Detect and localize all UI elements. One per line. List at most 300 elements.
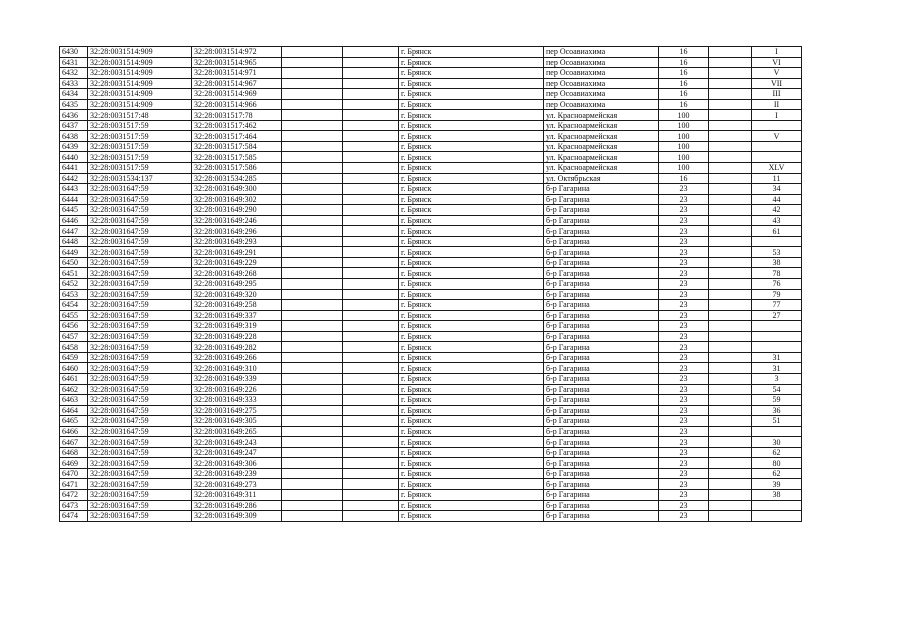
empty-cell xyxy=(282,131,343,142)
table-row xyxy=(60,68,802,79)
house-number-cell: 16 xyxy=(659,78,709,89)
empty-cell xyxy=(343,68,399,79)
parcel-cadastral-number-cell: 32:28:0031647:59 xyxy=(88,363,192,374)
table-row xyxy=(60,437,802,448)
parcel-cadastral-number-cell: 32:28:0031647:59 xyxy=(88,289,192,300)
house-number-cell: 23 xyxy=(659,416,709,427)
object-cadastral-number-cell: 32:28:0031517:78 xyxy=(192,110,282,121)
house-number-cell: 23 xyxy=(659,373,709,384)
house-number-cell: 23 xyxy=(659,395,709,406)
city-cell: г. Брянск xyxy=(399,236,544,247)
street-cell: б-р Гагарина xyxy=(544,342,659,353)
row-number-cell: 6460 xyxy=(60,363,88,374)
apartment-number-cell: 36 xyxy=(752,405,802,416)
row-number-cell: 6442 xyxy=(60,173,88,184)
parcel-cadastral-number-cell: 32:28:0031647:59 xyxy=(88,489,192,500)
object-cadastral-number-cell: 32:28:0031514:969 xyxy=(192,89,282,100)
apartment-number-cell: 80 xyxy=(752,458,802,469)
city-cell: г. Брянск xyxy=(399,141,544,152)
empty-cell xyxy=(282,321,343,332)
city-cell: г. Брянск xyxy=(399,331,544,342)
city-cell: г. Брянск xyxy=(399,363,544,374)
street-cell: б-р Гагарина xyxy=(544,184,659,195)
table-row xyxy=(60,321,802,332)
parcel-cadastral-number-cell: 32:28:0031647:59 xyxy=(88,405,192,416)
row-number-cell: 6473 xyxy=(60,500,88,511)
street-cell: ул. Красноармейская xyxy=(544,110,659,121)
street-cell: б-р Гагарина xyxy=(544,215,659,226)
parcel-cadastral-number-cell: 32:28:0031647:59 xyxy=(88,215,192,226)
city-cell: г. Брянск xyxy=(399,395,544,406)
table-row xyxy=(60,120,802,131)
street-cell: б-р Гагарина xyxy=(544,426,659,437)
empty-cell xyxy=(282,152,343,163)
empty-cell xyxy=(282,405,343,416)
city-cell: г. Брянск xyxy=(399,373,544,384)
object-cadastral-number-cell: 32:28:0031649:339 xyxy=(192,373,282,384)
parcel-cadastral-number-cell: 32:28:0031647:59 xyxy=(88,447,192,458)
street-cell: б-р Гагарина xyxy=(544,405,659,416)
empty-cell xyxy=(709,426,752,437)
house-number-cell: 23 xyxy=(659,205,709,216)
parcel-cadastral-number-cell: 32:28:0031517:59 xyxy=(88,163,192,174)
empty-cell xyxy=(282,300,343,311)
house-number-cell: 16 xyxy=(659,47,709,58)
object-cadastral-number-cell: 32:28:0031649:282 xyxy=(192,342,282,353)
empty-cell xyxy=(709,300,752,311)
object-cadastral-number-cell: 32:28:0031649:286 xyxy=(192,500,282,511)
parcel-cadastral-number-cell: 32:28:0031517:48 xyxy=(88,110,192,121)
apartment-number-cell: 34 xyxy=(752,184,802,195)
object-cadastral-number-cell: 32:28:0031649:320 xyxy=(192,289,282,300)
object-cadastral-number-cell: 32:28:0031649:273 xyxy=(192,479,282,490)
empty-cell xyxy=(343,384,399,395)
house-number-cell: 23 xyxy=(659,331,709,342)
apartment-number-cell: XLV xyxy=(752,163,802,174)
apartment-number-cell xyxy=(752,500,802,511)
table-row xyxy=(60,47,802,58)
city-cell: г. Брянск xyxy=(399,310,544,321)
empty-cell xyxy=(282,331,343,342)
table-row xyxy=(60,110,802,121)
empty-cell xyxy=(282,268,343,279)
table-row xyxy=(60,205,802,216)
object-cadastral-number-cell: 32:28:0031649:302 xyxy=(192,194,282,205)
parcel-cadastral-number-cell: 32:28:0031647:59 xyxy=(88,310,192,321)
row-number-cell: 6455 xyxy=(60,310,88,321)
empty-cell xyxy=(282,247,343,258)
parcel-cadastral-number-cell: 32:28:0031647:59 xyxy=(88,300,192,311)
apartment-number-cell: 53 xyxy=(752,247,802,258)
row-number-cell: 6441 xyxy=(60,163,88,174)
apartment-number-cell: VI xyxy=(752,57,802,68)
house-number-cell: 23 xyxy=(659,321,709,332)
house-number-cell: 23 xyxy=(659,247,709,258)
table-row xyxy=(60,300,802,311)
row-number-cell: 6446 xyxy=(60,215,88,226)
empty-cell xyxy=(343,184,399,195)
row-number-cell: 6467 xyxy=(60,437,88,448)
row-number-cell: 6432 xyxy=(60,68,88,79)
empty-cell xyxy=(343,500,399,511)
house-number-cell: 16 xyxy=(659,89,709,100)
house-number-cell: 23 xyxy=(659,458,709,469)
parcel-cadastral-number-cell: 32:28:0031514:909 xyxy=(88,99,192,110)
table-row xyxy=(60,489,802,500)
empty-cell xyxy=(343,352,399,363)
parcel-cadastral-number-cell: 32:28:0031647:59 xyxy=(88,352,192,363)
empty-cell xyxy=(343,110,399,121)
empty-cell xyxy=(343,405,399,416)
apartment-number-cell: I xyxy=(752,110,802,121)
street-cell: ул. Красноармейская xyxy=(544,163,659,174)
city-cell: г. Брянск xyxy=(399,120,544,131)
apartment-number-cell: 78 xyxy=(752,268,802,279)
empty-cell xyxy=(709,342,752,353)
street-cell: б-р Гагарина xyxy=(544,268,659,279)
empty-cell xyxy=(709,226,752,237)
empty-cell xyxy=(709,511,752,522)
empty-cell xyxy=(343,99,399,110)
empty-cell xyxy=(709,279,752,290)
row-number-cell: 6445 xyxy=(60,205,88,216)
empty-cell xyxy=(343,89,399,100)
object-cadastral-number-cell: 32:28:0031514:972 xyxy=(192,47,282,58)
street-cell: ул. Красноармейская xyxy=(544,141,659,152)
house-number-cell: 16 xyxy=(659,99,709,110)
empty-cell xyxy=(282,163,343,174)
empty-cell xyxy=(282,479,343,490)
table-row xyxy=(60,89,802,100)
street-cell: ул. Красноармейская xyxy=(544,131,659,142)
empty-cell xyxy=(343,47,399,58)
row-number-cell: 6453 xyxy=(60,289,88,300)
empty-cell xyxy=(282,500,343,511)
apartment-number-cell xyxy=(752,141,802,152)
house-number-cell: 100 xyxy=(659,120,709,131)
empty-cell xyxy=(709,205,752,216)
empty-cell xyxy=(343,257,399,268)
empty-cell xyxy=(343,331,399,342)
object-cadastral-number-cell: 32:28:0031514:971 xyxy=(192,68,282,79)
city-cell: г. Брянск xyxy=(399,99,544,110)
empty-cell xyxy=(709,437,752,448)
empty-cell xyxy=(282,194,343,205)
street-cell: б-р Гагарина xyxy=(544,205,659,216)
empty-cell xyxy=(282,257,343,268)
city-cell: г. Брянск xyxy=(399,47,544,58)
empty-cell xyxy=(282,416,343,427)
parcel-cadastral-number-cell: 32:28:0031647:59 xyxy=(88,468,192,479)
table-row xyxy=(60,310,802,321)
row-number-cell: 6448 xyxy=(60,236,88,247)
empty-cell xyxy=(709,405,752,416)
city-cell: г. Брянск xyxy=(399,226,544,237)
empty-cell xyxy=(343,373,399,384)
object-cadastral-number-cell: 32:28:0031649:228 xyxy=(192,331,282,342)
table-row xyxy=(60,131,802,142)
house-number-cell: 23 xyxy=(659,384,709,395)
house-number-cell: 23 xyxy=(659,352,709,363)
empty-cell xyxy=(282,141,343,152)
table-row xyxy=(60,395,802,406)
street-cell: б-р Гагарина xyxy=(544,511,659,522)
empty-cell xyxy=(282,426,343,437)
empty-cell xyxy=(709,78,752,89)
row-number-cell: 6462 xyxy=(60,384,88,395)
street-cell: б-р Гагарина xyxy=(544,300,659,311)
city-cell: г. Брянск xyxy=(399,289,544,300)
table-row xyxy=(60,215,802,226)
parcel-cadastral-number-cell: 32:28:0031647:59 xyxy=(88,479,192,490)
street-cell: ул. Красноармейская xyxy=(544,120,659,131)
city-cell: г. Брянск xyxy=(399,458,544,469)
house-number-cell: 16 xyxy=(659,68,709,79)
parcel-cadastral-number-cell: 32:28:0031514:909 xyxy=(88,57,192,68)
street-cell: б-р Гагарина xyxy=(544,352,659,363)
table-row xyxy=(60,468,802,479)
table-row xyxy=(60,363,802,374)
apartment-number-cell xyxy=(752,152,802,163)
parcel-cadastral-number-cell: 32:28:0031514:909 xyxy=(88,47,192,58)
empty-cell xyxy=(282,352,343,363)
street-cell: б-р Гагарина xyxy=(544,395,659,406)
empty-cell xyxy=(343,268,399,279)
street-cell: б-р Гагарина xyxy=(544,447,659,458)
empty-cell xyxy=(709,268,752,279)
empty-cell xyxy=(343,194,399,205)
table-row xyxy=(60,236,802,247)
empty-cell xyxy=(282,120,343,131)
house-number-cell: 23 xyxy=(659,479,709,490)
table-row xyxy=(60,226,802,237)
city-cell: г. Брянск xyxy=(399,321,544,332)
table-row xyxy=(60,373,802,384)
empty-cell xyxy=(343,152,399,163)
row-number-cell: 6447 xyxy=(60,226,88,237)
house-number-cell: 23 xyxy=(659,236,709,247)
empty-cell xyxy=(343,131,399,142)
object-cadastral-number-cell: 32:28:0031649:310 xyxy=(192,363,282,374)
empty-cell xyxy=(282,205,343,216)
parcel-cadastral-number-cell: 32:28:0031647:59 xyxy=(88,395,192,406)
parcel-cadastral-number-cell: 32:28:0031647:59 xyxy=(88,416,192,427)
empty-cell xyxy=(709,310,752,321)
table-row xyxy=(60,479,802,490)
street-cell: б-р Гагарина xyxy=(544,416,659,427)
empty-cell xyxy=(343,300,399,311)
empty-cell xyxy=(709,57,752,68)
apartment-number-cell: 62 xyxy=(752,447,802,458)
parcel-cadastral-number-cell: 32:28:0031514:909 xyxy=(88,78,192,89)
parcel-cadastral-number-cell: 32:28:0031647:59 xyxy=(88,373,192,384)
street-cell: б-р Гагарина xyxy=(544,321,659,332)
house-number-cell: 23 xyxy=(659,184,709,195)
house-number-cell: 23 xyxy=(659,363,709,374)
row-number-cell: 6435 xyxy=(60,99,88,110)
empty-cell xyxy=(709,47,752,58)
parcel-cadastral-number-cell: 32:28:0031647:59 xyxy=(88,226,192,237)
city-cell: г. Брянск xyxy=(399,279,544,290)
empty-cell xyxy=(282,384,343,395)
empty-cell xyxy=(709,184,752,195)
city-cell: г. Брянск xyxy=(399,247,544,258)
empty-cell xyxy=(709,500,752,511)
object-cadastral-number-cell: 32:28:0031649:268 xyxy=(192,268,282,279)
apartment-number-cell: 30 xyxy=(752,437,802,448)
empty-cell xyxy=(709,395,752,406)
parcel-cadastral-number-cell: 32:28:0031647:59 xyxy=(88,205,192,216)
parcel-cadastral-number-cell: 32:28:0031647:59 xyxy=(88,342,192,353)
row-number-cell: 6439 xyxy=(60,141,88,152)
empty-cell xyxy=(709,458,752,469)
city-cell: г. Брянск xyxy=(399,300,544,311)
city-cell: г. Брянск xyxy=(399,342,544,353)
empty-cell xyxy=(343,120,399,131)
table-row xyxy=(60,416,802,427)
object-cadastral-number-cell: 32:28:0031514:965 xyxy=(192,57,282,68)
parcel-cadastral-number-cell: 32:28:0031514:909 xyxy=(88,68,192,79)
apartment-number-cell: VII xyxy=(752,78,802,89)
empty-cell xyxy=(343,437,399,448)
house-number-cell: 16 xyxy=(659,57,709,68)
city-cell: г. Брянск xyxy=(399,89,544,100)
city-cell: г. Брянск xyxy=(399,163,544,174)
empty-cell xyxy=(709,416,752,427)
object-cadastral-number-cell: 32:28:0031649:239 xyxy=(192,468,282,479)
object-cadastral-number-cell: 32:28:0031649:258 xyxy=(192,300,282,311)
empty-cell xyxy=(343,289,399,300)
street-cell: б-р Гагарина xyxy=(544,247,659,258)
empty-cell xyxy=(343,236,399,247)
empty-cell xyxy=(709,236,752,247)
row-number-cell: 6463 xyxy=(60,395,88,406)
parcel-cadastral-number-cell: 32:28:0031647:59 xyxy=(88,437,192,448)
empty-cell xyxy=(282,458,343,469)
house-number-cell: 23 xyxy=(659,279,709,290)
city-cell: г. Брянск xyxy=(399,416,544,427)
empty-cell xyxy=(343,416,399,427)
parcel-cadastral-number-cell: 32:28:0031647:59 xyxy=(88,511,192,522)
street-cell: пер Осоавиахима xyxy=(544,68,659,79)
row-number-cell: 6444 xyxy=(60,194,88,205)
object-cadastral-number-cell: 32:28:0031649:247 xyxy=(192,447,282,458)
street-cell: пер Осоавиахима xyxy=(544,47,659,58)
object-cadastral-number-cell: 32:28:0031517:585 xyxy=(192,152,282,163)
apartment-number-cell: 31 xyxy=(752,363,802,374)
apartment-number-cell: V xyxy=(752,131,802,142)
row-number-cell: 6474 xyxy=(60,511,88,522)
apartment-number-cell: 77 xyxy=(752,300,802,311)
empty-cell xyxy=(282,373,343,384)
city-cell: г. Брянск xyxy=(399,479,544,490)
city-cell: г. Брянск xyxy=(399,205,544,216)
street-cell: б-р Гагарина xyxy=(544,363,659,374)
object-cadastral-number-cell: 32:28:0031649:275 xyxy=(192,405,282,416)
street-cell: б-р Гагарина xyxy=(544,279,659,290)
parcel-cadastral-number-cell: 32:28:0031647:59 xyxy=(88,268,192,279)
object-cadastral-number-cell: 32:28:0031517:584 xyxy=(192,141,282,152)
city-cell: г. Брянск xyxy=(399,426,544,437)
object-cadastral-number-cell: 32:28:0031649:300 xyxy=(192,184,282,195)
empty-cell xyxy=(709,363,752,374)
parcel-cadastral-number-cell: 32:28:0031647:59 xyxy=(88,458,192,469)
empty-cell xyxy=(343,310,399,321)
apartment-number-cell: 39 xyxy=(752,479,802,490)
empty-cell xyxy=(709,479,752,490)
city-cell: г. Брянск xyxy=(399,184,544,195)
apartment-number-cell xyxy=(752,342,802,353)
row-number-cell: 6450 xyxy=(60,257,88,268)
object-cadastral-number-cell: 32:28:0031649:229 xyxy=(192,257,282,268)
object-cadastral-number-cell: 32:28:0031514:967 xyxy=(192,78,282,89)
empty-cell xyxy=(282,110,343,121)
apartment-number-cell: 42 xyxy=(752,205,802,216)
city-cell: г. Брянск xyxy=(399,110,544,121)
empty-cell xyxy=(709,173,752,184)
empty-cell xyxy=(282,437,343,448)
apartment-number-cell: 31 xyxy=(752,352,802,363)
table-row xyxy=(60,447,802,458)
city-cell: г. Брянск xyxy=(399,447,544,458)
object-cadastral-number-cell: 32:28:0031649:337 xyxy=(192,310,282,321)
parcel-cadastral-number-cell: 32:28:0031517:59 xyxy=(88,141,192,152)
table-row xyxy=(60,163,802,174)
table-row xyxy=(60,257,802,268)
house-number-cell: 23 xyxy=(659,289,709,300)
street-cell: б-р Гагарина xyxy=(544,479,659,490)
empty-cell xyxy=(282,342,343,353)
house-number-cell: 23 xyxy=(659,405,709,416)
house-number-cell: 23 xyxy=(659,310,709,321)
empty-cell xyxy=(709,194,752,205)
house-number-cell: 23 xyxy=(659,489,709,500)
empty-cell xyxy=(282,236,343,247)
house-number-cell: 23 xyxy=(659,468,709,479)
parcel-cadastral-number-cell: 32:28:0031647:59 xyxy=(88,426,192,437)
empty-cell xyxy=(343,57,399,68)
city-cell: г. Брянск xyxy=(399,131,544,142)
parcel-cadastral-number-cell: 32:28:0031534:137 xyxy=(88,173,192,184)
city-cell: г. Брянск xyxy=(399,352,544,363)
row-number-cell: 6457 xyxy=(60,331,88,342)
empty-cell xyxy=(343,395,399,406)
table-row xyxy=(60,384,802,395)
apartment-number-cell: 38 xyxy=(752,257,802,268)
empty-cell xyxy=(343,321,399,332)
parcel-cadastral-number-cell: 32:28:0031647:59 xyxy=(88,247,192,258)
apartment-number-cell xyxy=(752,120,802,131)
row-number-cell: 6461 xyxy=(60,373,88,384)
parcel-cadastral-number-cell: 32:28:0031647:59 xyxy=(88,257,192,268)
row-number-cell: 6468 xyxy=(60,447,88,458)
house-number-cell: 100 xyxy=(659,131,709,142)
city-cell: г. Брянск xyxy=(399,405,544,416)
empty-cell xyxy=(343,458,399,469)
object-cadastral-number-cell: 32:28:0031649:309 xyxy=(192,511,282,522)
table-row xyxy=(60,268,802,279)
empty-cell xyxy=(709,152,752,163)
city-cell: г. Брянск xyxy=(399,257,544,268)
empty-cell xyxy=(343,226,399,237)
object-cadastral-number-cell: 32:28:0031649:319 xyxy=(192,321,282,332)
parcel-cadastral-number-cell: 32:28:0031647:59 xyxy=(88,236,192,247)
house-number-cell: 23 xyxy=(659,257,709,268)
street-cell: б-р Гагарина xyxy=(544,489,659,500)
row-number-cell: 6465 xyxy=(60,416,88,427)
row-number-cell: 6434 xyxy=(60,89,88,100)
row-number-cell: 6451 xyxy=(60,268,88,279)
